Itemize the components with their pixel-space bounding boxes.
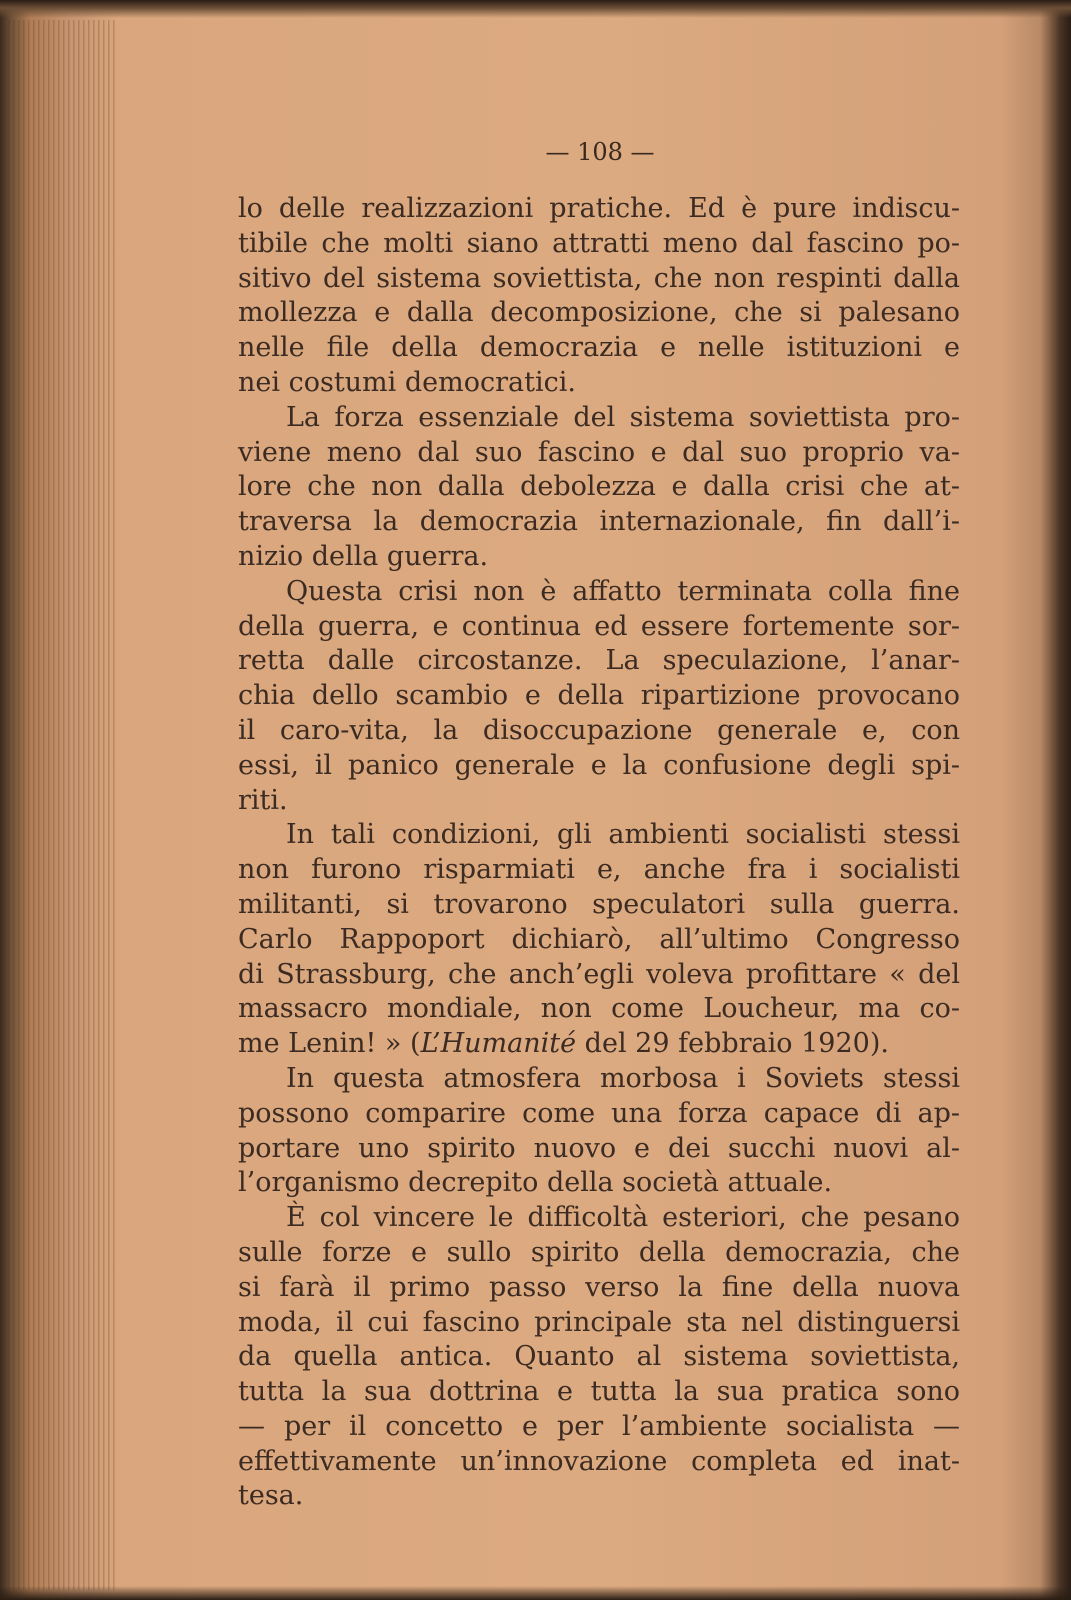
text-line: sulle forze e sullo spirito della democrazia, che: [238, 1236, 960, 1268]
text-line: retta dalle circostanze. La speculazione, l’anar-: [238, 645, 960, 677]
text-line: portare uno spirito nuovo e dei succhi nuovi al-: [238, 1132, 960, 1164]
newspaper-title: L’Humanité: [420, 1028, 577, 1060]
bottom-edge-shadow: [0, 1586, 1071, 1600]
text-line: riti.: [238, 784, 288, 816]
text-line: È col vincere le difficoltà esteriori, che pesano: [286, 1202, 960, 1234]
text-line: — per il concetto e per l’ambiente socialista —: [238, 1410, 960, 1442]
text-line: tutta la sua dottrina e tutta la sua pratica sono: [238, 1376, 960, 1408]
page-number: — 108 —: [545, 138, 655, 166]
text-line: essi, il panico generale e la confusione degli spi-: [238, 749, 960, 781]
text-line: mollezza e dalla decomposizione, che si palesano: [238, 297, 960, 329]
text-line: non furono risparmiati e, anche fra i socialisti: [238, 854, 960, 886]
text-line: l’organismo decrepito della società attuale.: [238, 1167, 833, 1199]
text-line: traversa la democrazia internazionale, fin dall’i-: [238, 506, 960, 538]
text-line: lore che non dalla debolezza e dalla crisi che at-: [238, 471, 960, 503]
text-line: il caro-vita, la disoccupazione generale e, con: [238, 714, 960, 746]
text-line: massacro mondiale, non come Loucheur, ma co-: [238, 993, 960, 1025]
text-line: tesa.: [238, 1480, 304, 1512]
text-line: tibile che molti siano attratti meno dal fascino po-: [238, 227, 960, 259]
text-line: sitivo del sistema soviettista, che non respinti dalla: [238, 262, 960, 294]
text-line: possono comparire come una forza capace di ap-: [238, 1097, 960, 1129]
text-line: della guerra, e continua ed essere fortemente sor-: [238, 610, 960, 642]
text-line: nei costumi democratici.: [238, 366, 576, 398]
text-line: Carlo Rappoport dichiarò, all’ultimo Congresso: [238, 923, 960, 955]
text-line: da quella antica. Quanto al sistema soviettista,: [238, 1341, 960, 1373]
text-line: moda, il cui fascino principale sta nel distinguersi: [238, 1306, 960, 1338]
text-line: si farà il primo passo verso la fine della nuova: [238, 1271, 960, 1303]
text-line: lo delle realizzazioni pratiche. Ed è pure indiscu-: [238, 193, 960, 224]
text-line: militanti, si trovarono speculatori sulla guerra.: [238, 888, 960, 920]
text-segment: del 29 febbraio 1920).: [576, 1028, 889, 1060]
body-text: [238, 192, 960, 1514]
text-line: nizio della guerra.: [238, 540, 489, 572]
text-line: chia dello scambio e della ripartizione provocano: [238, 680, 960, 712]
text-line: In tali condizioni, gli ambienti socialisti stessi: [286, 819, 960, 851]
text-line: [238, 1027, 960, 1062]
text-line: In questa atmosfera morbosa i Soviets stessi: [286, 1062, 960, 1094]
text-line: viene meno dal suo fascino e dal suo proprio va-: [238, 436, 960, 468]
top-edge-shadow: [0, 0, 1071, 18]
text-line: nelle file della democrazia e nelle istituzioni e: [238, 332, 960, 364]
book-page-edges: [8, 20, 118, 1590]
text-line: Questa crisi non è affatto terminata colla fine: [286, 575, 960, 607]
text-segment: me Lenin! » (: [238, 1028, 421, 1060]
text-line: La forza essenziale del sistema soviettista pro-: [286, 401, 960, 433]
text-line: di Strassburg, che anch’egli voleva profittare « del: [238, 958, 960, 990]
text-line: effettivamente un’innovazione completa ed inat-: [238, 1445, 960, 1477]
